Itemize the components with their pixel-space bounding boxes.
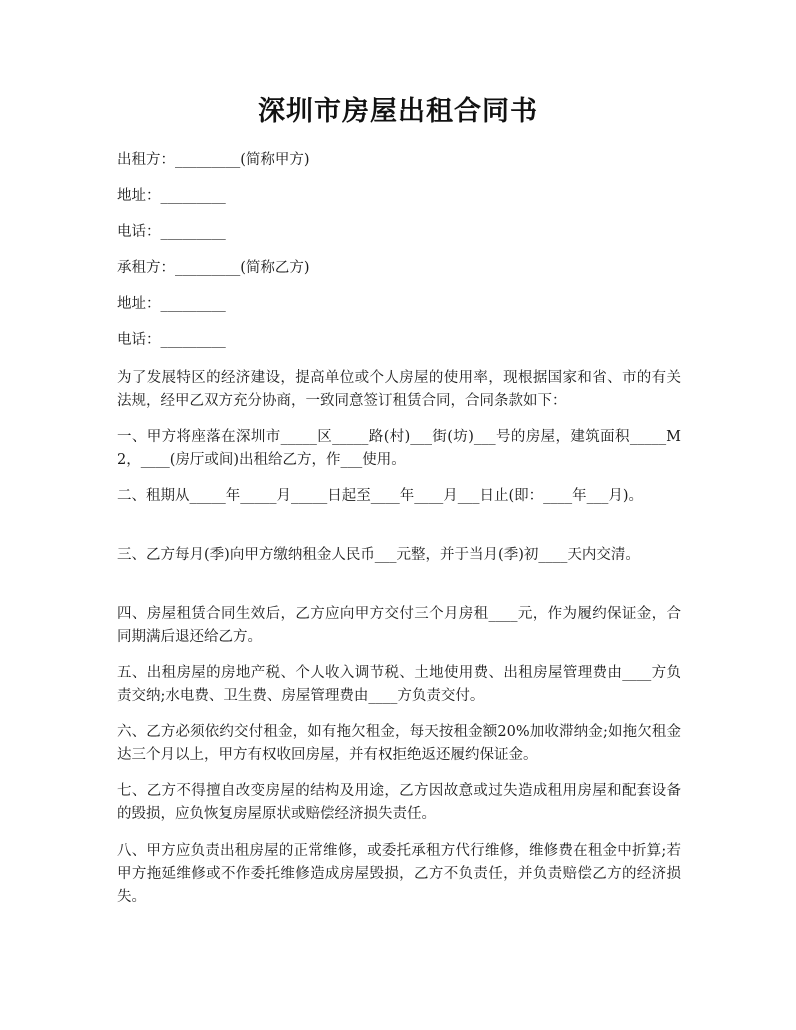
clause-5-paragraph: 五、出租房屋的房地产税、个人收入调节税、土地使用费、出租房屋管理费由____方负责交纳;水电费、卫生费、房屋管理费由____方负责交付。 bbox=[117, 665, 681, 704]
lessor-address-field: 地址：_________ bbox=[117, 188, 226, 204]
clause-7-paragraph: 七、乙方不得擅自改变房屋的结构及用途，乙方因故意或过失造成租用房屋和配套设备的毁损，应负恢复房屋原状或赔偿经济损失责任。 bbox=[117, 783, 681, 822]
preamble-paragraph: 为了发展特区的经济建设，提高单位或个人房屋的使用率，现根据国家和省、市的有关法规，经甲乙双方充分协商，一致同意签订租赁合同，合同条款如下： bbox=[117, 370, 681, 409]
lessor-field: 出租方：_________(简称甲方) bbox=[117, 152, 310, 168]
clause-4-paragraph: 四、房屋租赁合同生效后，乙方应向甲方交付三个月房租____元，作为履约保证金，合同期满后退还给乙方。 bbox=[117, 606, 681, 645]
clause-1-paragraph: 一、甲方将座落在深圳市_____区_____路(村)___街(坊)___号的房屋，建筑面积_____M2，____(房厅或间)出租给乙方，作___使用。 bbox=[117, 429, 681, 468]
lessee-phone-field: 电话：_________ bbox=[117, 332, 226, 348]
lessor-phone-field: 电话：_________ bbox=[117, 224, 226, 240]
lessee-field: 承租方：_________(简称乙方) bbox=[117, 260, 310, 276]
clause-8-paragraph: 八、甲方应负责出租房屋的正常维修，或委托承租方代行维修，维修费在租金中折算;若甲方拖延维修或不作委托维修造成房屋毁损，乙方不负责任，并负责赔偿乙方的经济损失。 bbox=[117, 843, 681, 905]
clause-6-paragraph: 六、乙方必须依约交付租金，如有拖欠租金，每天按租金额20%加收滞纳金;如拖欠租金达三个月以上，甲方有权收回房屋，并有权拒绝返还履约保证金。 bbox=[117, 724, 681, 763]
clause-2-paragraph: 二、租期从_____年_____月_____日起至____年____月___日止(即：____年___月)。 bbox=[117, 488, 644, 504]
document-title: 深圳市房屋出租合同书 bbox=[258, 96, 538, 127]
lessee-address-field: 地址：_________ bbox=[117, 296, 226, 312]
clause-3-paragraph: 三、乙方每月(季)向甲方缴纳租金人民币___元整，并于当月(季)初____天内交清。 bbox=[117, 547, 640, 563]
